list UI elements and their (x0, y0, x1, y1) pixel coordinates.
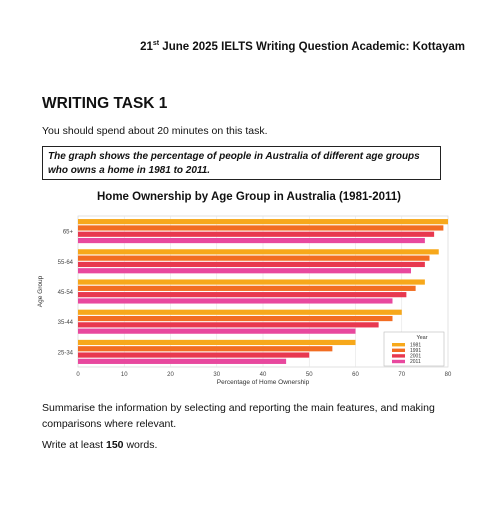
bar-25-34-1981 (78, 340, 356, 345)
task-prompt-box (42, 146, 441, 180)
bar-25-34-2011 (78, 359, 286, 364)
bar-55-64-2001 (78, 262, 425, 267)
bar-35-44-2011 (78, 329, 356, 334)
words-prefix: Write at least (42, 439, 106, 451)
legend-label-2001: 2001 (410, 353, 422, 360)
y-tick-label: 25-34 (57, 350, 73, 357)
bar-35-44-2001 (78, 322, 379, 327)
chart-container (30, 184, 467, 392)
word-count-instruction (42, 439, 157, 451)
bar-55-64-1991 (78, 256, 430, 261)
legend-label-1991: 1991 (410, 347, 422, 354)
bar-45-54-2001 (78, 292, 406, 297)
x-tick-label: 10 (120, 372, 128, 378)
x-tick-label: 80 (444, 372, 452, 378)
x-tick-label: 70 (398, 372, 406, 378)
chart-title: Home Ownership by Age Group in Australia (1981-2011) (97, 191, 401, 203)
y-axis-label: Age Group (37, 275, 44, 308)
y-tick-label: 55-64 (57, 259, 73, 266)
bar-65+-1991 (78, 225, 443, 230)
legend-swatch-1991 (392, 349, 405, 352)
bar-25-34-1991 (78, 346, 332, 351)
bar-65+-1981 (78, 219, 448, 224)
words-count: 150 (106, 439, 124, 451)
bar-35-44-1991 (78, 316, 393, 321)
time-instruction: You should spend about 20 minutes on this task. (42, 125, 268, 137)
bar-55-64-2011 (78, 268, 411, 273)
bar-chart (30, 184, 467, 392)
legend-label-1981: 1981 (410, 342, 422, 349)
legend-swatch-1981 (392, 343, 405, 346)
legend-swatch-2001 (392, 354, 405, 357)
legend-swatch-2011 (392, 360, 405, 363)
x-tick-label: 20 (167, 372, 174, 378)
bar-65+-2011 (78, 238, 425, 243)
task-prompt: The graph shows the percentage of people in Australia of different age groups who owns a home in 1981 to 2011. (48, 151, 420, 176)
bar-45-54-1981 (78, 279, 425, 284)
task-title: WRITING TASK 1 (42, 95, 168, 112)
bar-45-54-2011 (78, 298, 393, 303)
x-axis-label: Percentage of Home Ownership (216, 379, 310, 386)
x-tick-label: 60 (352, 372, 359, 378)
y-tick-label: 65+ (62, 229, 73, 236)
legend-label-2011: 2011 (410, 359, 421, 366)
bar-45-54-1991 (78, 286, 416, 291)
y-tick-label: 45-54 (57, 290, 73, 296)
x-tick-label: 40 (259, 372, 267, 378)
summary-instruction: Summarise the information by selecting and reporting the main features, and making comparisons where relevant. (42, 402, 435, 430)
x-tick-label: 50 (305, 372, 313, 378)
header-day: 21 (140, 40, 153, 53)
exam-header (0, 40, 465, 53)
words-suffix: words. (123, 439, 158, 451)
header-rest: June 2025 IELTS Writing Question Academic: Kottayam (159, 40, 465, 53)
x-tick-label: 0 (76, 372, 80, 378)
bar-35-44-1981 (78, 310, 402, 315)
bar-25-34-2001 (78, 352, 309, 357)
x-tick-label: 30 (213, 372, 221, 378)
legend-title: Year (416, 335, 428, 341)
y-tick-label: 35-44 (57, 320, 73, 327)
bar-65+-2001 (78, 232, 434, 237)
header-day-suffix: st (152, 40, 160, 47)
bar-55-64-1981 (78, 249, 439, 254)
